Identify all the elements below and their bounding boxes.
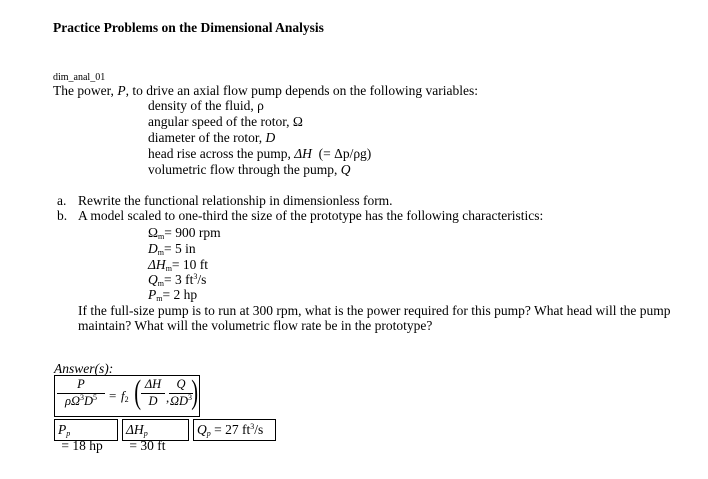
func-subscript: 2 [124,395,129,404]
model-characteristic [148,241,196,257]
variable-text: diameter of the rotor, [148,130,266,145]
variable-item [148,130,275,146]
variable-symbol: ΔH [294,146,312,161]
answers-label: Answer(s): [54,361,114,376]
result-subscript: p [206,429,211,438]
result-subscript: p [66,429,71,438]
variable-text: volumetric flow through the pump, [148,162,341,177]
char-unit-tail: /s [197,272,207,287]
variable-item [148,162,350,178]
char-exponent: 3 [193,272,198,281]
intro-text: The power, [53,83,118,98]
result-head [122,419,189,453]
char-symbol: Q [148,272,158,287]
problem-id: dim_anal_01 [53,72,106,83]
result-subscript: p [143,429,148,438]
char-symbol: D [148,241,158,256]
left-paren: ( [134,374,142,411]
page-title: Practice Problems on the Dimensional Analysis [53,20,324,35]
followup-line: maintain? What will the volumetric flow rate be in the prototype? [78,318,433,333]
lhs-denominator [57,394,105,409]
arg2-fraction [169,377,193,409]
char-value: = 10 ft [171,257,209,272]
arg2-numerator: Q [176,377,186,391]
model-characteristic [148,287,197,303]
char-value: = 3 ft [163,272,194,287]
char-symbol: P [148,287,157,302]
char-subscript: m [165,264,172,273]
char-symbol: Ω [148,225,159,240]
problem-intro [53,83,478,99]
intro-symbol: P [117,83,126,98]
equation-box [54,375,200,417]
model-characteristic [148,225,221,241]
comma: , [166,390,170,405]
variable-symbol: ρ [257,98,264,113]
function-symbol [121,388,129,404]
variable-item [148,98,264,114]
result-symbol: ΔH [126,422,144,437]
equals-sign: = [109,388,117,403]
result-flow-rate [193,419,276,441]
result-value: = 18 hp [58,438,103,453]
char-value: = 2 hp [162,287,198,302]
den-exponent: 3 [80,393,84,402]
variable-text: head rise across the pump, [148,146,295,161]
model-characteristic [148,272,206,288]
char-symbol: ΔH [148,257,166,272]
char-subscript: m [157,279,164,288]
den-part: ΩD [169,394,189,408]
variable-symbol: Q [340,162,351,177]
lhs-numerator: P [77,377,85,391]
variable-item [148,146,371,162]
variable-item [148,114,303,130]
char-value: = 5 in [163,241,196,256]
result-symbol: Q [197,422,207,437]
arg2-denominator [169,394,193,409]
result-value: = 27 ft [210,422,251,437]
variable-symbol: Ω [292,114,303,129]
den-exponent: 5 [93,393,98,402]
intro-text-end: , to drive an axial flow pump depends on the following variables: [125,83,478,98]
result-exponent: 3 [250,422,255,431]
right-paren: ) [191,374,199,411]
result-symbol: P [58,422,67,437]
model-characteristic [148,257,208,273]
followup-line: If the full-size pump is to run at 300 rpm, what is the power required for this pump? What head will the pump [78,303,671,318]
variable-text: angular speed of the rotor, [148,114,293,129]
arg1-fraction [141,377,165,409]
question-label: a. [57,193,67,208]
char-subscript: m [157,248,164,257]
question-text: A model scaled to one-third the size of the prototype has the following characteristics: [78,208,544,223]
func-name: f [121,388,125,403]
variable-symbol: D [265,130,276,145]
char-value: = 900 rpm [164,225,221,240]
result-value: = 30 ft [126,438,166,453]
result-unit-tail: /s [254,422,264,437]
question-label: b. [57,208,68,223]
variable-text: density of the fluid, [148,98,258,113]
den-part: D [84,394,94,408]
char-subscript: m [158,232,165,241]
arg1-numerator: ΔH [144,377,162,391]
question-text: Rewrite the functional relationship in dimensionless form. [78,193,393,208]
char-subscript: m [156,294,163,303]
result-power [54,419,118,453]
den-part: ρΩ [64,394,80,408]
variable-definition: (= Δp/ρg) [311,146,372,161]
lhs-fraction [57,377,105,409]
arg1-denominator: D [148,394,158,408]
den-exponent: 3 [188,393,193,402]
